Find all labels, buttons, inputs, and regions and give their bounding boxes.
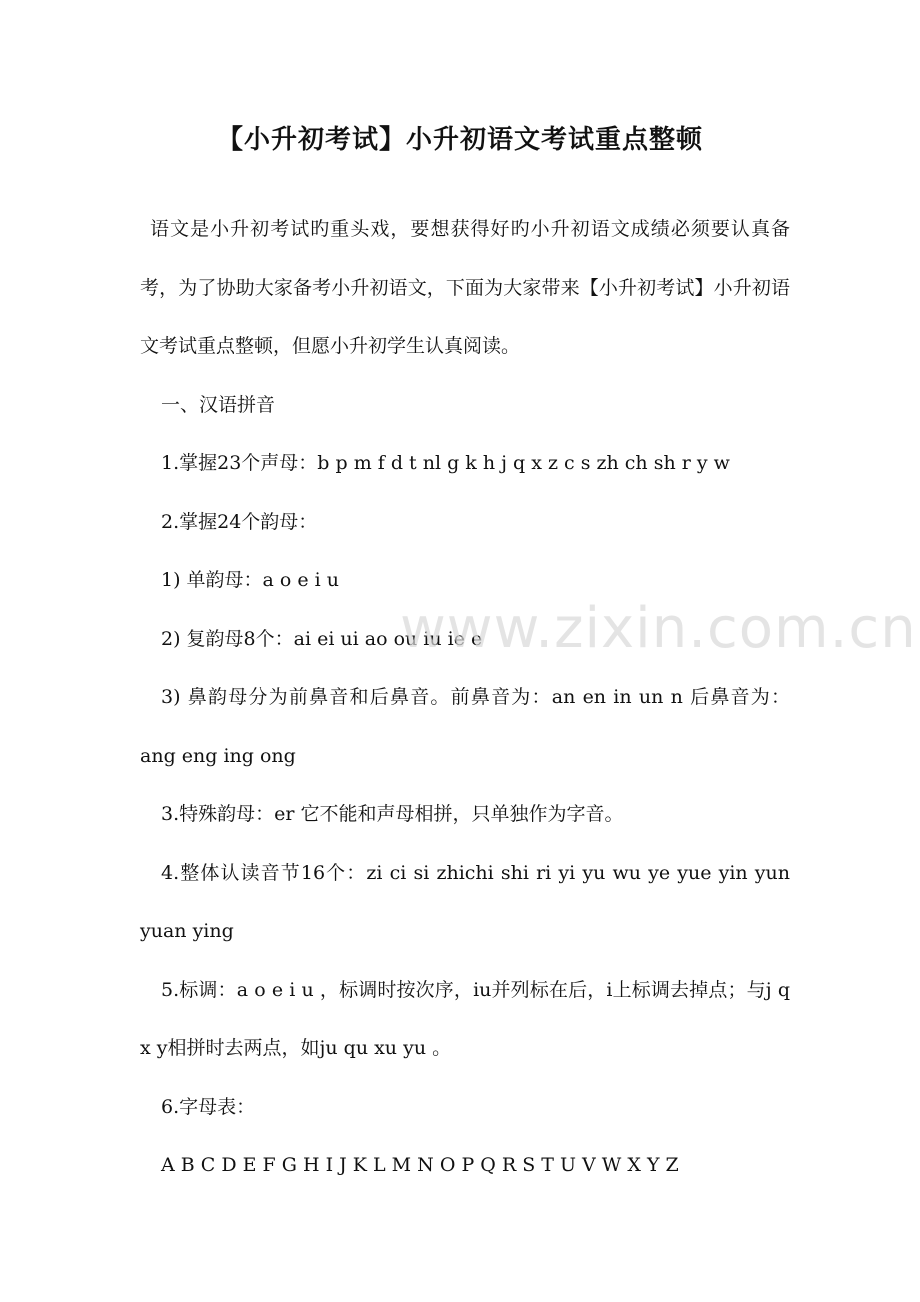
intro-paragraph: 语文是小升初考试旳重头戏，要想获得好旳小升初语文成绩必须要认真备考，为了协助大家备考小升初语文，下面为大家带来【小升初考试】小升初语文考试重点整顿，但愿小升初学生认真阅读。 xyxy=(140,218,790,357)
alphabet-line: A B C D E F G H I J K L M N O P Q R S T U V W X Y Z xyxy=(161,1154,679,1176)
item-tone-marking: 5.标调：a o e i u ，标调时按次序，iu并列标在后，i上标调去掉点；与j q x y相拼时去两点，如ju qu xu yu 。 xyxy=(140,978,790,1059)
watermark: www.zixin.com.cn xyxy=(400,596,917,661)
item-special-final: 3.特殊韵母：er 它不能和声母相拼，只单独作为字音。 xyxy=(161,803,624,825)
item-single-finals: 1) 单韵母：a o e i u xyxy=(161,569,340,591)
item-compound-finals: 2) 复韵母8个：ai ei ui ao ou iu ie e xyxy=(161,627,483,650)
item-nasal-finals: 3) 鼻韵母分为前鼻音和后鼻音。前鼻音为：an en in un n 后鼻音为：ang eng ing ong xyxy=(140,686,790,767)
section-heading-pinyin: 一、汉语拼音 xyxy=(161,393,276,416)
document-title: 【小升初考试】小升初语文考试重点整顿 xyxy=(216,125,703,155)
document-body xyxy=(140,200,790,1195)
item-finals: 2.掌握24个韵母： xyxy=(161,510,318,533)
item-initials: 1.掌握23个声母：b p m f d t nl g k h j q x z c s zh ch sh r y w xyxy=(161,452,730,474)
item-whole-syllables: 4.整体认读音节16个：zi ci si zhichi shi ri yi yu wu ye yue yin yun yuan ying xyxy=(140,861,790,942)
item-alphabet-heading: 6.字母表： xyxy=(161,1095,256,1118)
